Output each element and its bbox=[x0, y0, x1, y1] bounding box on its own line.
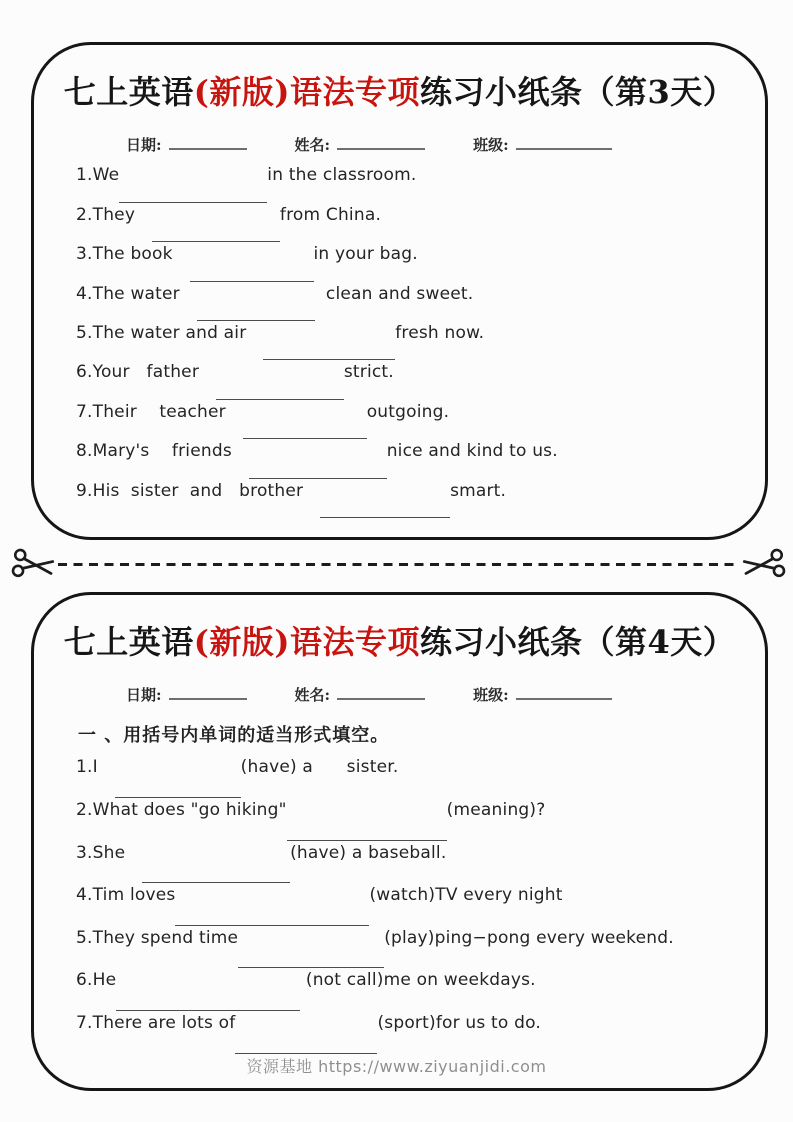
line-text: 3.She bbox=[76, 842, 143, 863]
field-label: 班级: bbox=[473, 136, 509, 155]
field-label: 姓名: bbox=[294, 686, 331, 705]
line-text: 5.The water and air bbox=[76, 323, 264, 343]
header-field bbox=[126, 134, 247, 155]
exercise-line bbox=[76, 284, 765, 323]
title-text-left: 七上英语 bbox=[63, 623, 194, 661]
blank-line bbox=[320, 503, 450, 518]
title-text-red: (新版)语法专项 bbox=[193, 73, 421, 111]
line-text: strict. bbox=[343, 362, 394, 383]
exercise-line bbox=[76, 165, 765, 204]
line-text: 8.Mary's friends bbox=[76, 441, 249, 462]
blank-line bbox=[216, 385, 344, 400]
worksheet-title-day4 bbox=[34, 617, 765, 663]
line-text: (meaning)? bbox=[446, 800, 546, 821]
header-fields bbox=[126, 684, 765, 705]
title-text-right: 练习小纸条（第4天） bbox=[420, 623, 736, 661]
blank-line bbox=[116, 996, 300, 1011]
line-text: 6.Your father bbox=[76, 362, 216, 383]
line-text: smart. bbox=[450, 480, 507, 501]
exercise-line bbox=[76, 205, 765, 244]
section-instruction: 一 、用括号内单词的适当形式填空。 bbox=[78, 725, 390, 747]
blank-line bbox=[119, 188, 267, 203]
field-label: 日期: bbox=[126, 686, 162, 705]
line-text: 5.They spend time bbox=[76, 927, 239, 948]
blank-line bbox=[142, 868, 290, 883]
field-label: 日期: bbox=[126, 136, 162, 155]
line-text: (watch)TV every night bbox=[369, 885, 563, 906]
field-label: 姓名: bbox=[294, 136, 331, 155]
line-text: nice and kind to us. bbox=[386, 441, 558, 462]
exercise-line bbox=[76, 970, 765, 1013]
blank-line bbox=[115, 783, 241, 798]
blank-line bbox=[197, 306, 315, 321]
exercise-line bbox=[76, 800, 765, 843]
blank-line bbox=[287, 826, 447, 841]
line-text: (sport)for us to do. bbox=[377, 1013, 542, 1033]
line-text: in your bag. bbox=[313, 244, 418, 265]
title-text-left: 七上英语 bbox=[63, 73, 194, 111]
line-text: outgoing. bbox=[366, 401, 450, 422]
line-text: 3.The book bbox=[76, 244, 190, 265]
field-blank-line bbox=[169, 685, 247, 700]
line-text: 7.Their teacher bbox=[76, 401, 243, 422]
blank-line bbox=[238, 953, 384, 968]
header-field bbox=[295, 684, 426, 705]
exercise-line bbox=[76, 481, 765, 520]
exercise-list-day3 bbox=[76, 165, 765, 520]
exercise-line bbox=[76, 441, 765, 480]
line-text: (play)ping−pong every weekend. bbox=[384, 927, 674, 948]
line-text: (have) a sister. bbox=[240, 757, 399, 778]
exercise-list-day4 bbox=[76, 757, 765, 1055]
dashed-cut-rule bbox=[58, 563, 735, 566]
line-text: 1.We bbox=[76, 165, 120, 186]
line-text: 4.The water bbox=[76, 283, 197, 304]
exercise-line bbox=[76, 362, 765, 401]
worksheet-title-day3 bbox=[34, 67, 765, 113]
line-text: (have) a baseball. bbox=[290, 842, 447, 863]
blank-line bbox=[175, 911, 369, 926]
line-text: from China. bbox=[279, 204, 382, 225]
exercise-line bbox=[76, 1013, 765, 1056]
exercise-line bbox=[76, 928, 765, 971]
field-blank-line bbox=[516, 685, 612, 700]
blank-line bbox=[235, 1039, 377, 1054]
blank-line bbox=[243, 424, 367, 439]
header-fields bbox=[126, 134, 765, 155]
line-text: fresh now. bbox=[395, 323, 485, 343]
blank-line bbox=[263, 345, 395, 360]
header-field bbox=[295, 134, 426, 155]
line-text: 7.There are lots of bbox=[76, 1013, 236, 1033]
line-text: (not call)me on weekdays. bbox=[300, 970, 536, 991]
title-text-red: (新版)语法专项 bbox=[193, 623, 421, 661]
line-text: 9.His sister and brother bbox=[76, 480, 321, 501]
exercise-line bbox=[76, 323, 765, 362]
line-text: in the classroom. bbox=[267, 165, 417, 186]
header-field bbox=[126, 684, 247, 705]
exercise-line bbox=[76, 757, 765, 800]
exercise-line bbox=[76, 402, 765, 441]
worksheet-panel-day4 bbox=[31, 592, 768, 1091]
line-text: 2.They bbox=[76, 204, 152, 225]
cut-line bbox=[0, 546, 793, 586]
line-text: 4.Tim loves bbox=[76, 885, 176, 906]
field-blank-line bbox=[337, 135, 425, 150]
line-text: 2.What does "go hiking" bbox=[76, 800, 287, 821]
exercise-line bbox=[76, 885, 765, 928]
field-label: 班级: bbox=[473, 686, 509, 705]
exercise-line bbox=[76, 244, 765, 283]
footer-watermark: 资源基地 https://www.ziyuanjidi.com bbox=[246, 1057, 547, 1076]
blank-line bbox=[249, 464, 387, 479]
line-text: 6.He bbox=[76, 970, 117, 991]
blank-line bbox=[152, 227, 280, 242]
field-blank-line bbox=[337, 685, 425, 700]
title-text-right: 练习小纸条（第3天） bbox=[420, 73, 736, 111]
header-field bbox=[473, 684, 612, 705]
line-text: clean and sweet. bbox=[314, 283, 474, 304]
scissors-icon bbox=[739, 545, 787, 585]
field-blank-line bbox=[516, 135, 612, 150]
scissors-icon bbox=[10, 545, 58, 585]
blank-line bbox=[190, 267, 314, 282]
field-blank-line bbox=[169, 135, 247, 150]
line-text: 1.I bbox=[76, 757, 115, 778]
exercise-line bbox=[76, 843, 765, 886]
header-field bbox=[473, 134, 612, 155]
worksheet-panel-day3 bbox=[31, 42, 768, 540]
